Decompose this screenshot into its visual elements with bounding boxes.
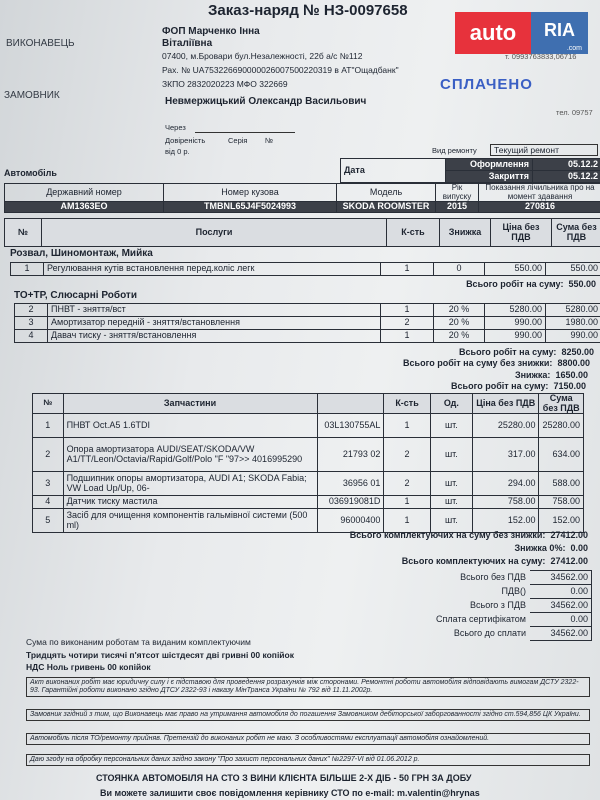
- parts-discount-value: 0.00: [570, 543, 588, 553]
- parts-col-price: Ціна без ПДВ: [473, 394, 539, 414]
- services-col-sum: Сума без ПДВ: [552, 219, 600, 247]
- services-group1-title: Розвал, Шиномонтаж, Мийка: [10, 248, 153, 259]
- cell-price: 990.00: [485, 330, 546, 343]
- cell-price: 758.00: [473, 496, 539, 509]
- cell-sum: 758.00: [539, 496, 584, 509]
- car-info-table: [4, 183, 600, 213]
- executor-account: Рах. № UA753226690000026007500220319 в АТ"Ощадбанк": [162, 65, 399, 75]
- cell-code: 21793 02: [317, 438, 384, 472]
- cell-code: 036919081D: [317, 496, 384, 509]
- table-row: [33, 496, 584, 509]
- number-label: №: [265, 136, 274, 145]
- summary-value: 34562.00: [530, 599, 592, 613]
- cell-sum: 152.00: [539, 509, 584, 533]
- parts-discount-line: [514, 543, 588, 553]
- logo-sub-text: .com: [566, 45, 582, 52]
- parts-nodisc-label: Всього комплектуючих на суму без знижки:: [349, 530, 546, 540]
- series-label: Серія: [228, 136, 248, 145]
- table-row: [15, 304, 600, 317]
- summary-table: [420, 570, 592, 641]
- cell-sum: 550.00: [546, 263, 600, 276]
- cell-unit: шт.: [430, 472, 472, 496]
- opened-label: Оформлення: [446, 159, 533, 171]
- group1-total-label: Всього робіт на суму:: [466, 279, 564, 289]
- note-accept: Автомобіль після ТО/ремонту прийняв. Претензій до виконаних робіт не маю. З особливостями експлуатації автомобіля ознайомлений.: [26, 733, 590, 745]
- parts-col-code: [317, 394, 384, 414]
- parts-discount-label: Знижка 0%:: [514, 543, 566, 553]
- date-label: Дата: [341, 159, 446, 183]
- power-label: Довіреність: [165, 136, 206, 145]
- plate-value: АМ1363ЕО: [5, 202, 164, 213]
- services-group2-table: [14, 303, 600, 343]
- cell-name: Датчик тиску мастила: [63, 496, 317, 509]
- customer-label: ЗАМОВНИК: [4, 90, 60, 101]
- cell-num: 3: [15, 317, 48, 330]
- amount-words-label: Сума по виконаним роботам та виданим комплектуючим: [26, 637, 251, 647]
- cell-unit: шт.: [430, 414, 472, 438]
- table-row: [11, 263, 600, 276]
- cell-name: Подшипник опоры амортизатора, AUDI A1; SKODA Fabia; VW Load Up/Up, 06-: [63, 472, 317, 496]
- executor-phone: т. 0993763833,06716: [505, 52, 577, 61]
- plate-label: Державний номер: [5, 184, 164, 202]
- parts-nodisc-value: 27412.00: [550, 530, 588, 540]
- executor-name-2: Віталіївна: [162, 38, 213, 49]
- summary-label: ПДВ(): [501, 585, 526, 596]
- cell-disc: 0: [434, 263, 485, 276]
- closed-label: Закриття: [446, 171, 533, 183]
- cell-num: 1: [33, 414, 64, 438]
- parts-col-unit: Од.: [430, 394, 472, 414]
- cell-price: 25280.00: [473, 414, 539, 438]
- table-row: [33, 438, 584, 472]
- services-col-price: Ціна без ПДВ: [491, 219, 552, 247]
- table-row: [421, 599, 592, 613]
- cell-name: ПНВТ Oct.A5 1.6TDI: [63, 414, 317, 438]
- services-total-value: 7150.00: [553, 381, 586, 391]
- cell-price: 152.00: [473, 509, 539, 533]
- logo-ria-text: RIA: [531, 12, 588, 54]
- table-row: [421, 627, 592, 641]
- odometer-value: 270816: [479, 202, 600, 213]
- cell-code: 03L130755AL: [317, 414, 384, 438]
- cell-price: 317.00: [473, 438, 539, 472]
- group2-total-label: Всього робіт на суму:: [459, 347, 557, 357]
- services-nodisc-value: 8800.00: [557, 358, 590, 368]
- executor-name-1: ФОП Марченко Інна: [162, 26, 260, 37]
- summary-value: 34562.00: [530, 627, 592, 641]
- amount-words: Тридцять чотири тисячі п'ятсот шістдесят дві гривні 00 копійок: [26, 650, 294, 660]
- via-line: [195, 132, 295, 133]
- note-debt: Замовник згідний з тим, що Виконавець має право на утримання автомобіля до погашення Замовником дебіторської заборгованності згідно ст.594,856 ЦК України.: [26, 709, 590, 721]
- parts-total-line: [402, 556, 588, 566]
- summary-label: Всього до сплати: [453, 627, 526, 638]
- autoria-logo: [455, 12, 588, 54]
- cell-num: 4: [15, 330, 48, 343]
- table-row: [33, 414, 584, 438]
- cell-num: 2: [33, 438, 64, 472]
- paid-stamp: СПЛАЧЕНО: [440, 76, 533, 93]
- parts-nodisc-line: [350, 530, 588, 540]
- opened-value: 05.12.2: [533, 159, 600, 171]
- cell-price: 294.00: [473, 472, 539, 496]
- services-nodisc-line: [403, 358, 590, 368]
- cell-sum: 990.00: [546, 330, 600, 343]
- document-title: Заказ-наряд № НЗ-0097658: [208, 2, 408, 19]
- cell-name: Амортизатор передній - зняття/встановлення: [48, 317, 381, 330]
- cell-name: Давач тиску - зняття/встановлення: [48, 330, 381, 343]
- cell-qty: 1: [384, 509, 430, 533]
- table-row: [421, 585, 592, 599]
- cell-name: ПНВТ - зняття/вст: [48, 304, 381, 317]
- cell-qty: 1: [384, 414, 430, 438]
- customer-name: Невмержицький Олександр Васильович: [165, 96, 367, 107]
- parts-total-value: 27412.00: [550, 556, 588, 566]
- cell-sum: 634.00: [539, 438, 584, 472]
- cell-unit: шт.: [430, 438, 472, 472]
- via-label: Через: [165, 123, 186, 132]
- cell-num: 2: [15, 304, 48, 317]
- table-row: [421, 571, 592, 585]
- summary-label: Всього без ПДВ: [460, 571, 526, 582]
- cell-name: Опора амортизатора AUDI/SEAT/SKODA/VW A1/TT/Leon/Octavia/Rapid/Golf/Polo "F "97>> 4016995290: [63, 438, 317, 472]
- summary-value: 0.00: [530, 585, 592, 599]
- cell-disc: 20 %: [434, 317, 485, 330]
- car-section-label: Автомобіль: [4, 168, 57, 178]
- parts-table: [32, 393, 584, 533]
- services-discount-label: Знижка:: [514, 370, 551, 380]
- table-row: [33, 472, 584, 496]
- group1-total-value: 550.00: [568, 279, 596, 289]
- logo-auto-text: auto: [455, 12, 531, 54]
- repair-type-label: Вид ремонту: [432, 146, 477, 155]
- from-label: від 0 р.: [165, 147, 190, 156]
- services-group1-table: [10, 262, 600, 276]
- cell-disc: 20 %: [434, 330, 485, 343]
- table-row: [15, 317, 600, 330]
- odometer-label: Показання лічильника про на момент здавання: [479, 184, 600, 202]
- year-value: 2015: [436, 202, 479, 213]
- cell-num: 5: [33, 509, 64, 533]
- cell-sum: 25280.00: [539, 414, 584, 438]
- cell-unit: шт.: [430, 496, 472, 509]
- cell-disc: 20 %: [434, 304, 485, 317]
- summary-label: Сплата сертифікатом: [436, 613, 526, 624]
- cell-price: 550.00: [485, 263, 546, 276]
- group2-total-line: [459, 347, 594, 357]
- repair-type-value: Текущий ремонт: [490, 144, 598, 156]
- group1-total-line: [466, 279, 596, 289]
- parts-col-name: Запчастини: [63, 394, 317, 414]
- summary-value: 0.00: [530, 613, 592, 627]
- cell-unit: шт.: [430, 509, 472, 533]
- cell-num: 3: [33, 472, 64, 496]
- services-discount-line: [515, 370, 588, 380]
- summary-value: 34562.00: [530, 571, 592, 585]
- cell-qty: 1: [384, 496, 430, 509]
- cell-price: 5280.00: [485, 304, 546, 317]
- note-legal: Акт виконаних робіт має юридичну силу і є підставою для проведення розрахунків між сторонами. Ремонтні роботи автомобіля відповідають вимогам ДСТУ 2322-93. Гарантійні роботи виконано згідно ДТСУ 2322-93 і наказу МінТранса України № 792 від 11.11.2002р.: [26, 677, 590, 697]
- cell-sum: 5280.00: [546, 304, 600, 317]
- services-nodisc-label: Всього робіт на суму без знижки:: [403, 358, 553, 368]
- services-total-line: [451, 381, 586, 391]
- table-row: [421, 613, 592, 627]
- model-value: SKODA ROOMSTER: [337, 202, 436, 213]
- note-gdpr: Даю згоду на обробку персональних даних згідно закону "Про захист персональних даних" №2297-VI від 01.06.2012 р.: [26, 754, 590, 766]
- executor-label: ВИКОНАВЕЦЬ: [6, 38, 75, 49]
- year-label: Рік випуску: [436, 184, 479, 202]
- model-label: Модель: [337, 184, 436, 202]
- cell-num: 4: [33, 496, 64, 509]
- executor-codes: ЗКПО 2832020223 МФО 322669: [162, 79, 288, 89]
- cell-qty: 1: [381, 263, 434, 276]
- closed-value: 05.12.2: [533, 171, 600, 183]
- summary-label: Всього з ПДВ: [470, 599, 526, 610]
- vat-words: НДС Ноль гривень 00 копійок: [26, 662, 151, 672]
- services-col-disc: Знижка: [440, 219, 491, 247]
- services-header-table: [4, 218, 600, 247]
- parts-total-label: Всього комплектуючих на суму:: [401, 556, 546, 566]
- services-group2-title: ТО+ТР, Слюсарні Роботи: [14, 290, 137, 301]
- vin-label: Номер кузова: [164, 184, 337, 202]
- table-row: [33, 509, 584, 533]
- parts-col-sum: Сума без ПДВ: [539, 394, 584, 414]
- cell-name: Засіб для очищення компонентів гальмівної системи (500 ml): [63, 509, 317, 533]
- parts-col-num: №: [33, 394, 64, 414]
- cell-price: 990.00: [485, 317, 546, 330]
- cell-code: 36956 01: [317, 472, 384, 496]
- cell-qty: 2: [381, 317, 434, 330]
- services-col-qty: К-сть: [387, 219, 440, 247]
- services-col-name: Послуги: [42, 219, 387, 247]
- car-dates-table: [340, 158, 600, 183]
- customer-phone: тел. 09757: [556, 108, 593, 117]
- cell-name: Регулювання кутів встановлення перед.коліс легк: [44, 263, 381, 276]
- cell-sum: 588.00: [539, 472, 584, 496]
- cell-sum: 1980.00: [546, 317, 600, 330]
- cell-code: 96000400: [317, 509, 384, 533]
- vin-value: TMBNL65J4F5024993: [164, 202, 337, 213]
- executor-address: 07400, м.Бровари бул.Незалежності, 22б а/с №112: [162, 51, 363, 61]
- cell-num: 1: [11, 263, 44, 276]
- table-row: [15, 330, 600, 343]
- parts-col-qty: К-сть: [384, 394, 430, 414]
- cell-qty: 2: [384, 438, 430, 472]
- services-col-num: №: [5, 219, 42, 247]
- cell-qty: 1: [381, 330, 434, 343]
- services-total-label: Всього робіт на суму:: [451, 381, 549, 391]
- group2-total-value: 8250.00: [561, 347, 594, 357]
- cell-qty: 2: [384, 472, 430, 496]
- services-discount-value: 1650.00: [555, 370, 588, 380]
- cell-qty: 1: [381, 304, 434, 317]
- contact-notice: Ви можете залишити своє повідомлення керівнику СТО по e-mail: m.valentin@hrynas: [100, 788, 480, 798]
- parking-notice: СТОЯНКА АВТОМОБІЛЯ НА СТО З ВИНИ КЛІЄНТА БІЛЬШЕ 2-Х ДІБ - 50 ГРН ЗА ДОБУ: [96, 773, 472, 783]
